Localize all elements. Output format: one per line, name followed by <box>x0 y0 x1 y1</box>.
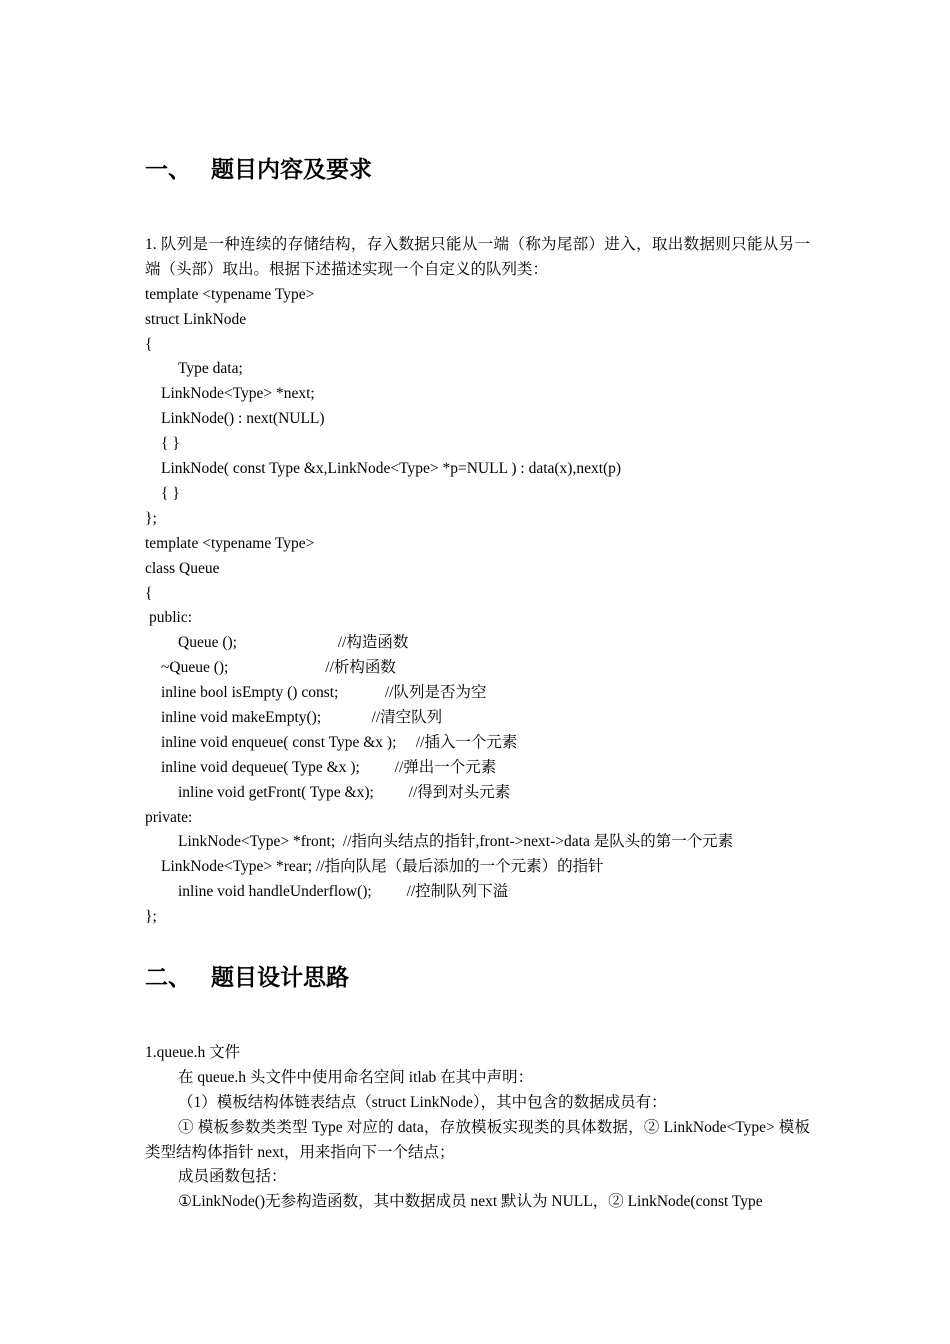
code-line: private: <box>145 808 193 826</box>
code-line: LinkNode() : next(NULL) <box>161 410 325 428</box>
code-line: { } <box>161 435 180 453</box>
section-number: 二、 <box>145 965 191 991</box>
code-line: inline void handleUnderflow(); //控制队列下溢 <box>178 883 509 901</box>
section-title: 题目内容及要求 <box>211 157 372 183</box>
paragraph: 成员函数包括： <box>178 1168 287 1186</box>
code-line: inline void makeEmpty(); //清空队列 <box>161 708 443 726</box>
paragraph: （1）模板结构体链表结点（struct LinkNode），其中包含的数据成员有： <box>178 1093 667 1111</box>
code-line: template <typename Type> <box>145 534 315 552</box>
code-line: inline void enqueue( const Type &x ); //插入一个元素 <box>161 733 518 751</box>
section-2-body <box>145 1041 810 1215</box>
file-heading: 1.queue.h 文件 <box>145 1044 241 1061</box>
code-line: LinkNode<Type> *front; //指向头结点的指针,front->next->data 是队头的第一个元素 <box>178 833 734 851</box>
code-line: LinkNode<Type> *next; <box>161 385 315 403</box>
code-line: LinkNode<Type> *rear; //指向队尾（最后添加的一个元素）的指针 <box>161 858 604 876</box>
code-line: public: <box>149 609 193 627</box>
code-line: inline void dequeue( Type &x ); //弹出一个元素 <box>161 758 497 776</box>
code-line: template <typename Type> <box>145 285 315 303</box>
code-line: { <box>145 335 153 353</box>
code-line: { } <box>161 484 180 502</box>
code-line: }; <box>145 908 157 926</box>
code-line: ~Queue (); //析构函数 <box>161 659 396 677</box>
section-1-body <box>145 233 810 930</box>
code-line: }; <box>145 509 157 527</box>
code-line: Type data; <box>178 360 243 378</box>
code-line: { <box>145 584 153 602</box>
paragraph: 在 queue.h 头文件中使用命名空间 itlab 在其中声明： <box>178 1068 534 1086</box>
code-line: inline void getFront( Type &x); //得到对头元素 <box>178 783 511 801</box>
code-line: Queue (); //构造函数 <box>178 634 409 652</box>
intro-paragraph: 1. 队列是一种连续的存储结构，存入数据只能从一端（称为尾部）进入，取出数据则只能从另一端（头部）取出。根据下述描述实现一个自定义的队列类： <box>145 236 810 278</box>
code-line: inline bool isEmpty () const; //队列是否为空 <box>161 684 487 702</box>
section-title: 题目设计思路 <box>211 965 349 991</box>
code-line: struct LinkNode <box>145 310 247 328</box>
paragraph: ① 模板参数类类型 Type 对应的 data，存放模板实现类的具体数据，② LinkNode<Type> 模板类型结构体指针 next，用来指向下一个结点； <box>145 1118 810 1161</box>
section-number: 一、 <box>145 157 191 183</box>
code-line: LinkNode( const Type &x,LinkNode<Type> *p=NULL ) : data(x),next(p) <box>161 460 622 478</box>
section-heading-2 <box>145 963 349 993</box>
code-line: class Queue <box>145 559 220 577</box>
section-heading-1 <box>145 155 372 185</box>
paragraph: ①LinkNode()无参构造函数，其中数据成员 next 默认为 NULL，② LinkNode(const Type <box>178 1193 763 1211</box>
